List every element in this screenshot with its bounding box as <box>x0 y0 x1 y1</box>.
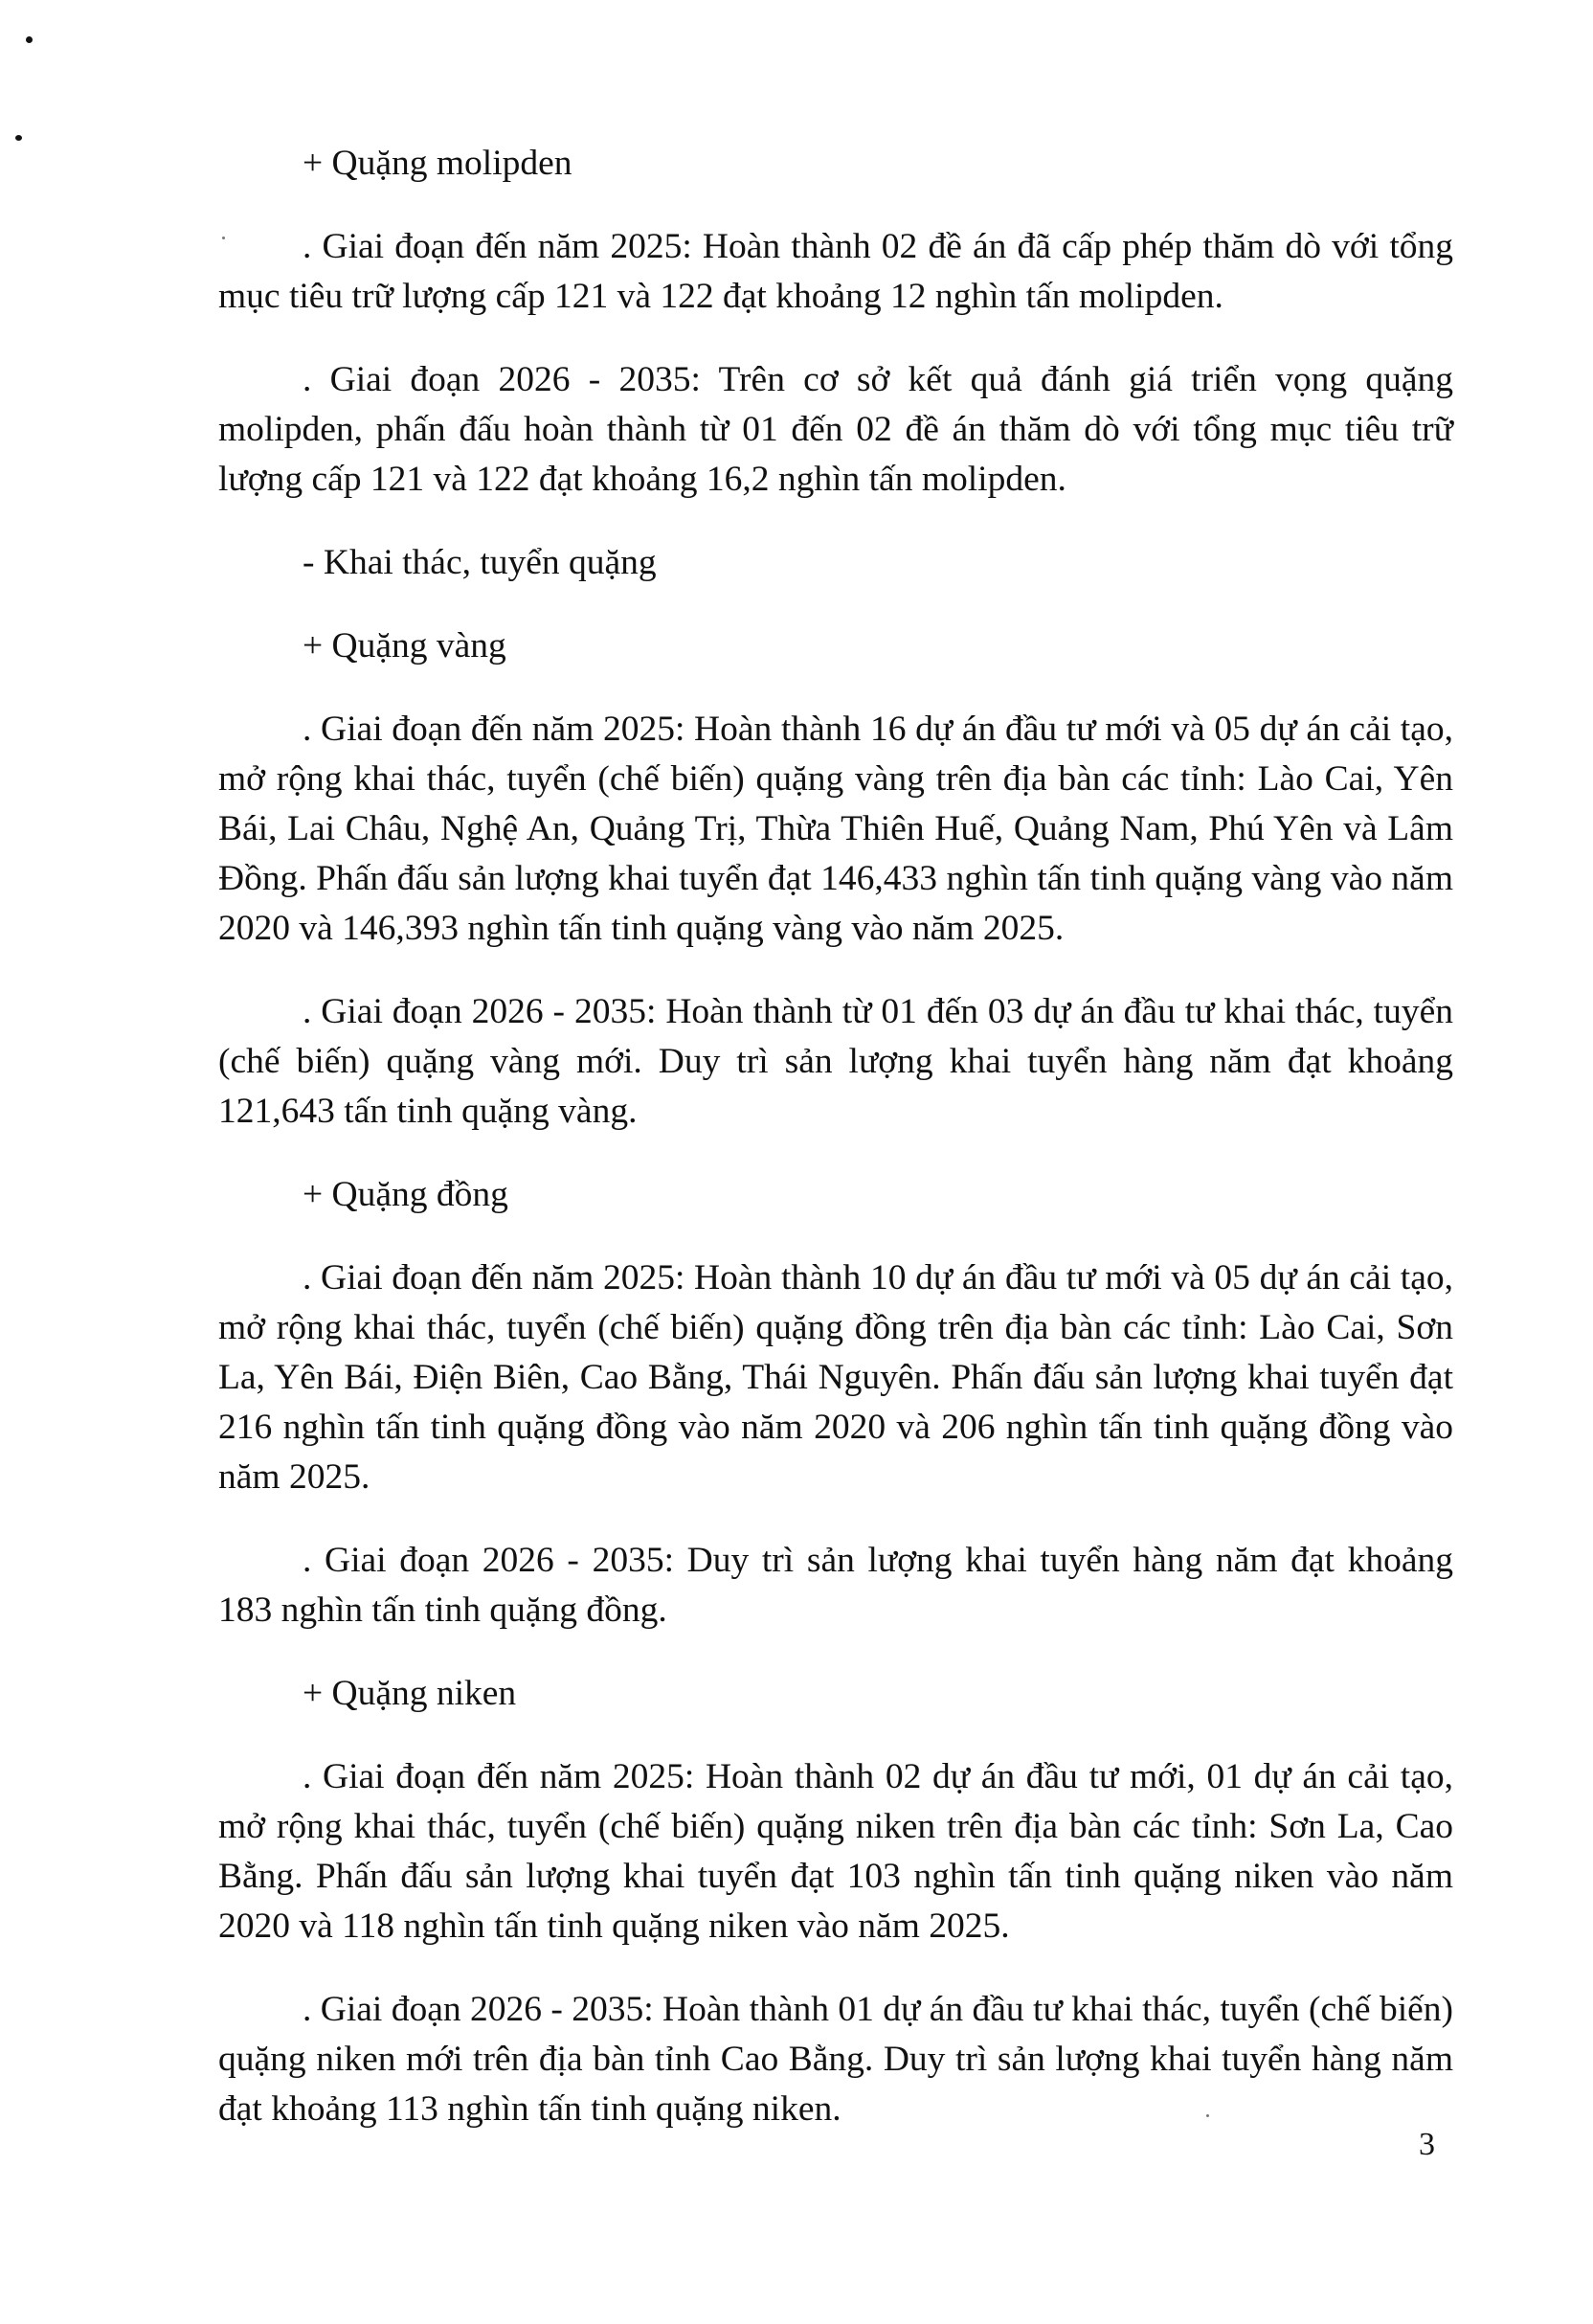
paragraph: . Giai đoạn 2026 - 2035: Trên cơ sở kết quả đánh giá triển vọng quặng molipden, phấn đấu hoàn thành từ 01 đến 02 đề án thăm dò với tổng mục tiêu trữ lượng cấp 121 và 122 đạt khoảng 16,2 nghìn tấn molipden. <box>218 360 1453 499</box>
paragraph: . Giai đoạn 2026 - 2035: Hoàn thành 01 dự án đầu tư khai thác, tuyển (chế biến) quặng niken mới trên địa bàn tỉnh Cao Bằng. Duy trì sản lượng khai tuyển hàng năm đạt khoảng 113 nghìn tấn tinh quặng niken. <box>218 1990 1453 2129</box>
section-heading: + Quặng đồng <box>303 1175 508 1214</box>
section-heading: + Quặng vàng <box>303 626 506 666</box>
paragraph: . Giai đoạn đến năm 2025: Hoàn thành 10 dự án đầu tư mới và 05 dự án cải tạo, mở rộng khai thác, tuyển (chế biến) quặng đồng trên địa bàn các tỉnh: Lào Cai, Sơn La, Yên Bái, Điện Biên, Cao Bằng, Thái Nguyên. Phấn đấu sản lượng khai tuyển đạt 216 nghìn tấn tinh quặng đồng vào năm 2020 và 206 nghìn tấn tinh quặng đồng vào năm 2025. <box>218 1258 1453 1497</box>
section-heading: + Quặng niken <box>303 1674 517 1713</box>
paragraph: . Giai đoạn 2026 - 2035: Duy trì sản lượng khai tuyển hàng năm đạt khoảng 183 nghìn tấn tinh quặng đồng. <box>218 1541 1453 1630</box>
paragraph: . Giai đoạn đến năm 2025: Hoàn thành 02 đề án đã cấp phép thăm dò với tổng mục tiêu trữ lượng cấp 121 và 122 đạt khoảng 12 nghìn tấn molipden. <box>218 227 1453 316</box>
section-heading: - Khai thác, tuyển quặng <box>303 543 657 582</box>
paragraph: . Giai đoạn đến năm 2025: Hoàn thành 02 dự án đầu tư mới, 01 dự án cải tạo, mở rộng khai thác, tuyển (chế biến) quặng niken trên địa bàn các tỉnh: Sơn La, Cao Bằng. Phấn đấu sản lượng khai tuyển đạt 103 nghìn tấn tinh quặng niken vào năm 2020 và 118 nghìn tấn tinh quặng niken vào năm 2025. <box>218 1757 1453 1946</box>
page-number: 3 <box>1419 2127 1435 2162</box>
section-heading: + Quặng molipden <box>303 144 572 183</box>
paragraph: . Giai đoạn 2026 - 2035: Hoàn thành từ 01 đến 03 dự án đầu tư khai thác, tuyển (chế biến) quặng vàng mới. Duy trì sản lượng khai tuyển hàng năm đạt khoảng 121,643 tấn tinh quặng vàng. <box>218 992 1453 1131</box>
scan-dot-mark <box>26 36 33 43</box>
scan-dot-mark <box>15 135 22 141</box>
paragraph: . Giai đoạn đến năm 2025: Hoàn thành 16 dự án đầu tư mới và 05 dự án cải tạo, mở rộng khai thác, tuyển (chế biến) quặng vàng trên địa bàn các tỉnh: Lào Cai, Yên Bái, Lai Châu, Nghệ An, Quảng Trị, Thừa Thiên Huế, Quảng Nam, Phú Yên và Lâm Đồng. Phấn đấu sản lượng khai tuyển đạt 146,433 nghìn tấn tinh quặng vàng vào năm 2020 và 146,393 nghìn tấn tinh quặng vàng vào năm 2025. <box>218 710 1453 948</box>
document-body <box>218 139 1453 2168</box>
